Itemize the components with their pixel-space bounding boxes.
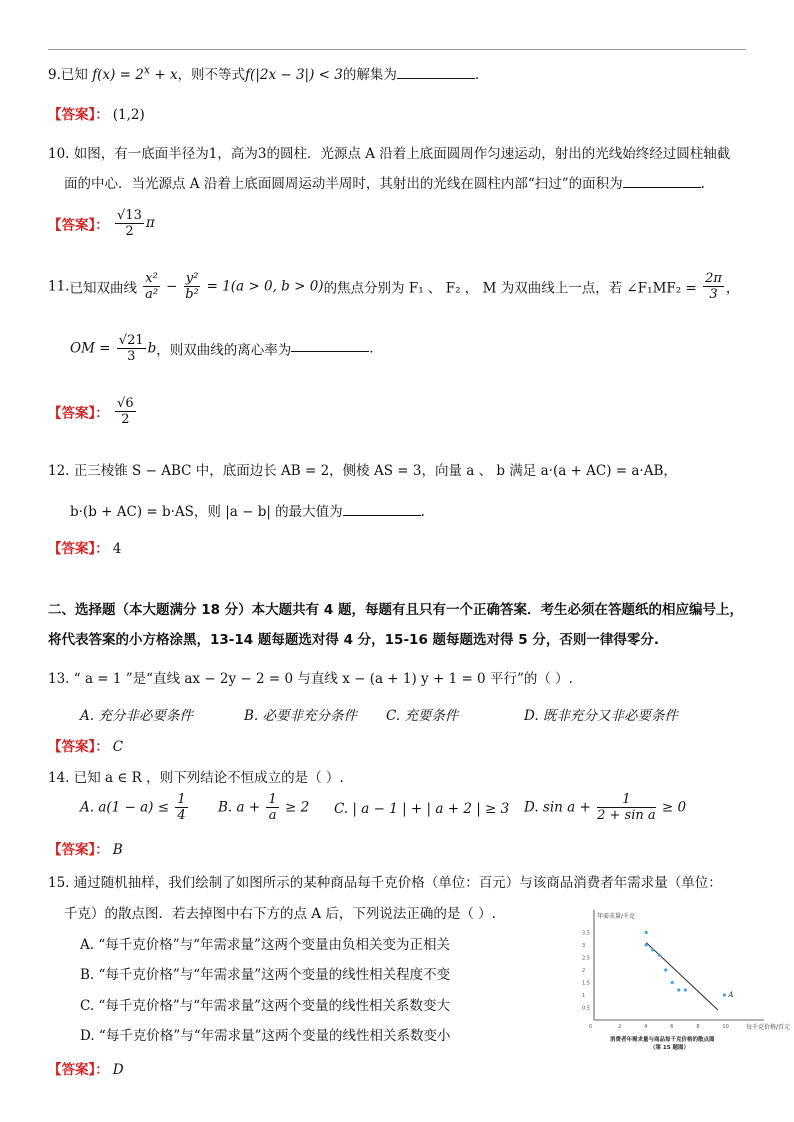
q13-option-a: A. 充分非必要条件: [80, 708, 193, 724]
x-tick-label: 6: [670, 1024, 674, 1030]
answer-blank: [343, 504, 421, 516]
chart-caption: 消费者年需求量与商品每千克价格的散点图: [610, 1037, 715, 1043]
section-2-heading-line2: 将代表答案的小方格涂黑，13-14 题每题选对得 4 分，15-16 题每题选对得 5 分，否则一律得零分.: [48, 632, 659, 648]
chart-caption-2: （第 15 题图）: [650, 1045, 689, 1051]
y-tick-label: 3.5: [582, 930, 590, 937]
question-11-line2: OM = $\frac{√21}{3}$ b，则双曲线的离心率为 .: [70, 333, 374, 364]
question-10-line2: 面的中心．当光源点 A 沿着上底面圆周运动半周时，其射出的光线在圆柱内部“扫过”的面积为 .: [64, 176, 705, 192]
scatter-point: [684, 988, 687, 991]
y-axis-label: 年需求量/千克: [597, 913, 636, 920]
x-axis-label: 每千克价格/百元: [746, 1024, 791, 1031]
answer-12: 【答案】： 4: [48, 541, 122, 557]
scatter-point: [645, 931, 648, 934]
answer-blank: [291, 340, 369, 352]
answer-11: 【答案】： $\frac{√6}{2}$: [48, 396, 134, 427]
scatter-point: [658, 953, 661, 956]
x-tick-label: 8: [696, 1024, 700, 1030]
question-11-line1: 11.已知双曲线 $\frac{\text{x²}}{\text{a²}}$ − $\frac{\text{y²}}{\text{b²}}$ = 1(a > 0, b > 0)的焦点分别为 F₁ 、 F₂ ， M 为双曲线上一点，若 ∠F₁MF₂ = $\frac{2\pi}{3}$ ，: [48, 271, 740, 302]
y-tick-label: 1: [582, 993, 586, 999]
point-a-label: A: [728, 991, 734, 999]
q15-option-d: D. “每千克价格”与“年需求量”这两个变量的线性相关系数变小: [80, 1028, 451, 1044]
origin-label: 0: [589, 1024, 593, 1030]
answer-fraction: $\frac{√13}{2}$: [117, 208, 142, 239]
q13-option-b: B. 必要非充分条件: [244, 708, 358, 724]
q15-option-b: B. “每千克价格”与“年需求量”这两个变量的线性相关程度不变: [80, 967, 451, 983]
answer-15: 【答案】： D: [48, 1062, 124, 1078]
x-tick-label: 2: [618, 1024, 622, 1030]
q15-option-a: A. “每千克价格”与“年需求量”这两个变量由负相关变为正相关: [80, 937, 450, 953]
question-13: 13. “ a = 1 ”是“直线 ax − 2y − 2 = 0 与直线 x − (a + 1) y + 1 = 0 平行”的（ ）.: [48, 671, 573, 687]
question-12-line2: b·(b + AC) = b·AS，则 |a − b| 的最大值为 .: [70, 504, 425, 520]
q13-option-c: C. 充要条件: [386, 708, 459, 724]
y-tick-label: 0.5: [582, 1005, 590, 1012]
y-tick-label: 2: [582, 968, 586, 974]
answer-13: 【答案】： C: [48, 739, 124, 755]
scatter-point: [645, 943, 648, 946]
scatter-point: [723, 993, 726, 996]
question-14: 14. 已知 a ∈ R ，则下列结论不恒成立的是（ ）.: [48, 770, 344, 786]
y-tick-label: 2.5: [582, 955, 590, 962]
answer-14: 【答案】： B: [48, 842, 123, 858]
q14-option-c: C. | a − 1 | + | a + 2 | ≥ 3: [334, 801, 510, 817]
q14-option-a: A. a(1 − a) ≤ $\frac{1}{4}$: [80, 792, 186, 823]
answer-blank: [397, 67, 475, 79]
question-15-line2: 千克）的散点图．若去掉图中右下方的点 A 后，下列说法正确的是（ ）.: [64, 906, 496, 922]
scatter-point: [671, 981, 674, 984]
answer-blank: [623, 176, 701, 188]
x-tick-label: 4: [644, 1024, 648, 1030]
trend-line: [646, 943, 718, 1011]
scatter-point: [651, 948, 654, 951]
q13-option-d: D. 既非充分又非必要条件: [524, 708, 678, 724]
section-2-heading-line1: 二、选择题（本大题满分 18 分）本大题共有 4 题，每题有且只有一个正确答案．考生必须在答题纸的相应编号上，: [48, 602, 743, 618]
scatter-chart: [570, 908, 794, 1068]
question-12-line1: 12. 正三棱锥 S − ABC 中，底面边长 AB = 2，侧棱 AS = 3，向量 a 、 b 满足 a·(a + AC) = a·AB，: [48, 463, 677, 479]
q15-option-c: C. “每千克价格”与“年需求量”这两个变量的线性相关系数变大: [80, 998, 451, 1014]
answer-9: 【答案】： (1,2): [48, 107, 145, 123]
answer-10: 【答案】： $\frac{√13}{2}$ π: [48, 208, 155, 239]
y-tick-label: 3: [582, 943, 586, 949]
q14-option-b: B. a + $\frac{1}{a}$ ≥ 2: [218, 792, 310, 823]
scatter-point: [677, 988, 680, 991]
q14-option-d: D. sin a + $\frac{1}{\text{2 + sin a}}$ ≥ 0: [524, 792, 687, 823]
question-10-line1: 10. 如图，有一底面半径为1，高为3的圆柱．光源点 A 沿着上底面圆周作匀速运动，射出的光线始终经过圆柱轴截: [48, 146, 731, 162]
question-9: 9.已知 $f(x) = 2^x + x$，则不等式f(|2x − 3|) < 3的解集为 .: [48, 63, 480, 83]
x-tick-label: 10: [722, 1024, 729, 1030]
question-15-line1: 15. 通过随机抽样，我们绘制了如图所示的某种商品每千克价格（单位：百元）与该商品消费者年需求量（单位：: [48, 875, 722, 891]
header-rule: [48, 49, 746, 50]
y-tick-label: 1.5: [582, 980, 590, 987]
scatter-point: [664, 968, 667, 971]
